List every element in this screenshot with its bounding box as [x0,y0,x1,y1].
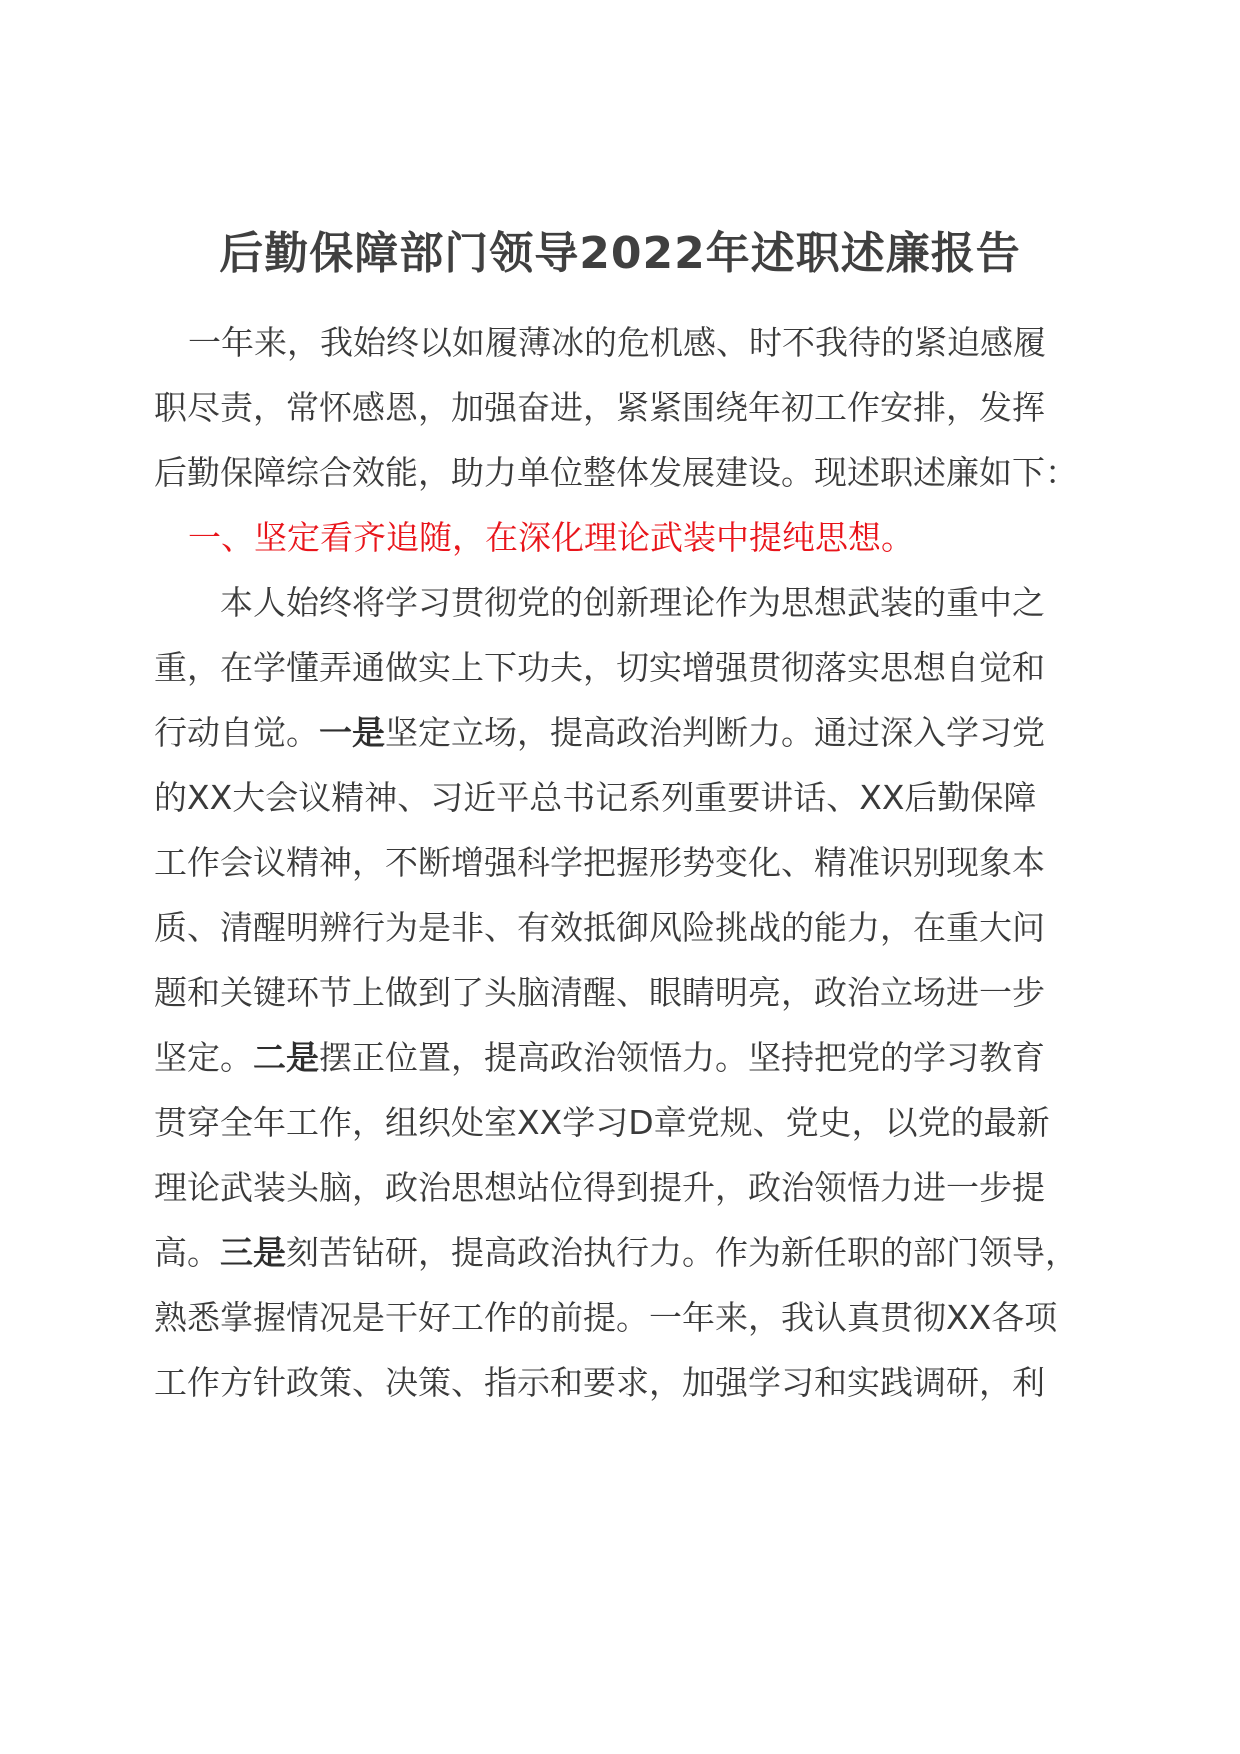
text-run: 摆正位置，提高政治领悟力。坚持把党的学习教育 [319,1038,1045,1077]
paragraph-line-4: 的XX大会议精神、习近平总书记系列重要讲话、XX后勤保障 [154,778,1037,817]
text-run: 刻苦钻研，提高政治执行力。作为新任职的部门领导， [286,1233,1078,1272]
intro-line-3: 后勤保障综合效能，助力单位整体发展建设。现述职述廉如下： [154,453,1078,492]
text-run: 坚定。 [154,1038,253,1077]
bold-marker-second: 二是 [253,1038,319,1077]
paragraph-line-3 [154,700,1104,765]
text-run: 行动自觉。 [154,713,319,752]
intro-line-2: 职尽责，常怀感恩，加强奋进，紧紧围绕年初工作安排，发挥 [154,388,1045,427]
bold-marker-third: 三是 [220,1233,286,1272]
bold-marker-first: 一是 [319,713,385,752]
section-heading-1: 一、坚定看齐追随，在深化理论武装中提纯思想。 [188,518,914,557]
text-run: 坚定立场，提高政治判断力。通过深入学习党 [385,713,1045,752]
document-title: 后勤保障部门领导2022年述职述廉报告 [219,228,1021,279]
paragraph-line-11 [154,1220,1104,1285]
paragraph-line-7: 题和关键环节上做到了头脑清醒、眼睛明亮，政治立场进一步 [154,973,1045,1012]
paragraph-line-1: 本人始终将学习贯彻党的创新理论作为思想武装的重中之 [220,583,1045,622]
paragraph-line-10: 理论武装头脑，政治思想站位得到提升，政治领悟力进一步提 [154,1168,1045,1207]
paragraph-line-9: 贯穿全年工作，组织处室XX学习D章党规、党史，以党的最新 [154,1103,1050,1142]
text-run: 高。 [154,1233,220,1272]
intro-line-1: 一年来，我始终以如履薄冰的危机感、时不我待的紧迫感履 [188,323,1046,362]
paragraph-line-8 [154,1025,1104,1090]
paragraph-line-5: 工作会议精神，不断增强科学把握形势变化、精准识别现象本 [154,843,1045,882]
paragraph-line-2: 重，在学懂弄通做实上下功夫，切实增强贯彻落实思想自觉和 [154,648,1045,687]
paragraph-line-12: 熟悉掌握情况是干好工作的前提。一年来，我认真贯彻XX各项 [154,1298,1058,1337]
document-body [154,310,1104,1415]
paragraph-line-6: 质、清醒明辨行为是非、有效抵御风险挑战的能力，在重大问 [154,908,1045,947]
paragraph-line-13: 工作方针政策、决策、指示和要求，加强学习和实践调研，利 [154,1363,1045,1402]
